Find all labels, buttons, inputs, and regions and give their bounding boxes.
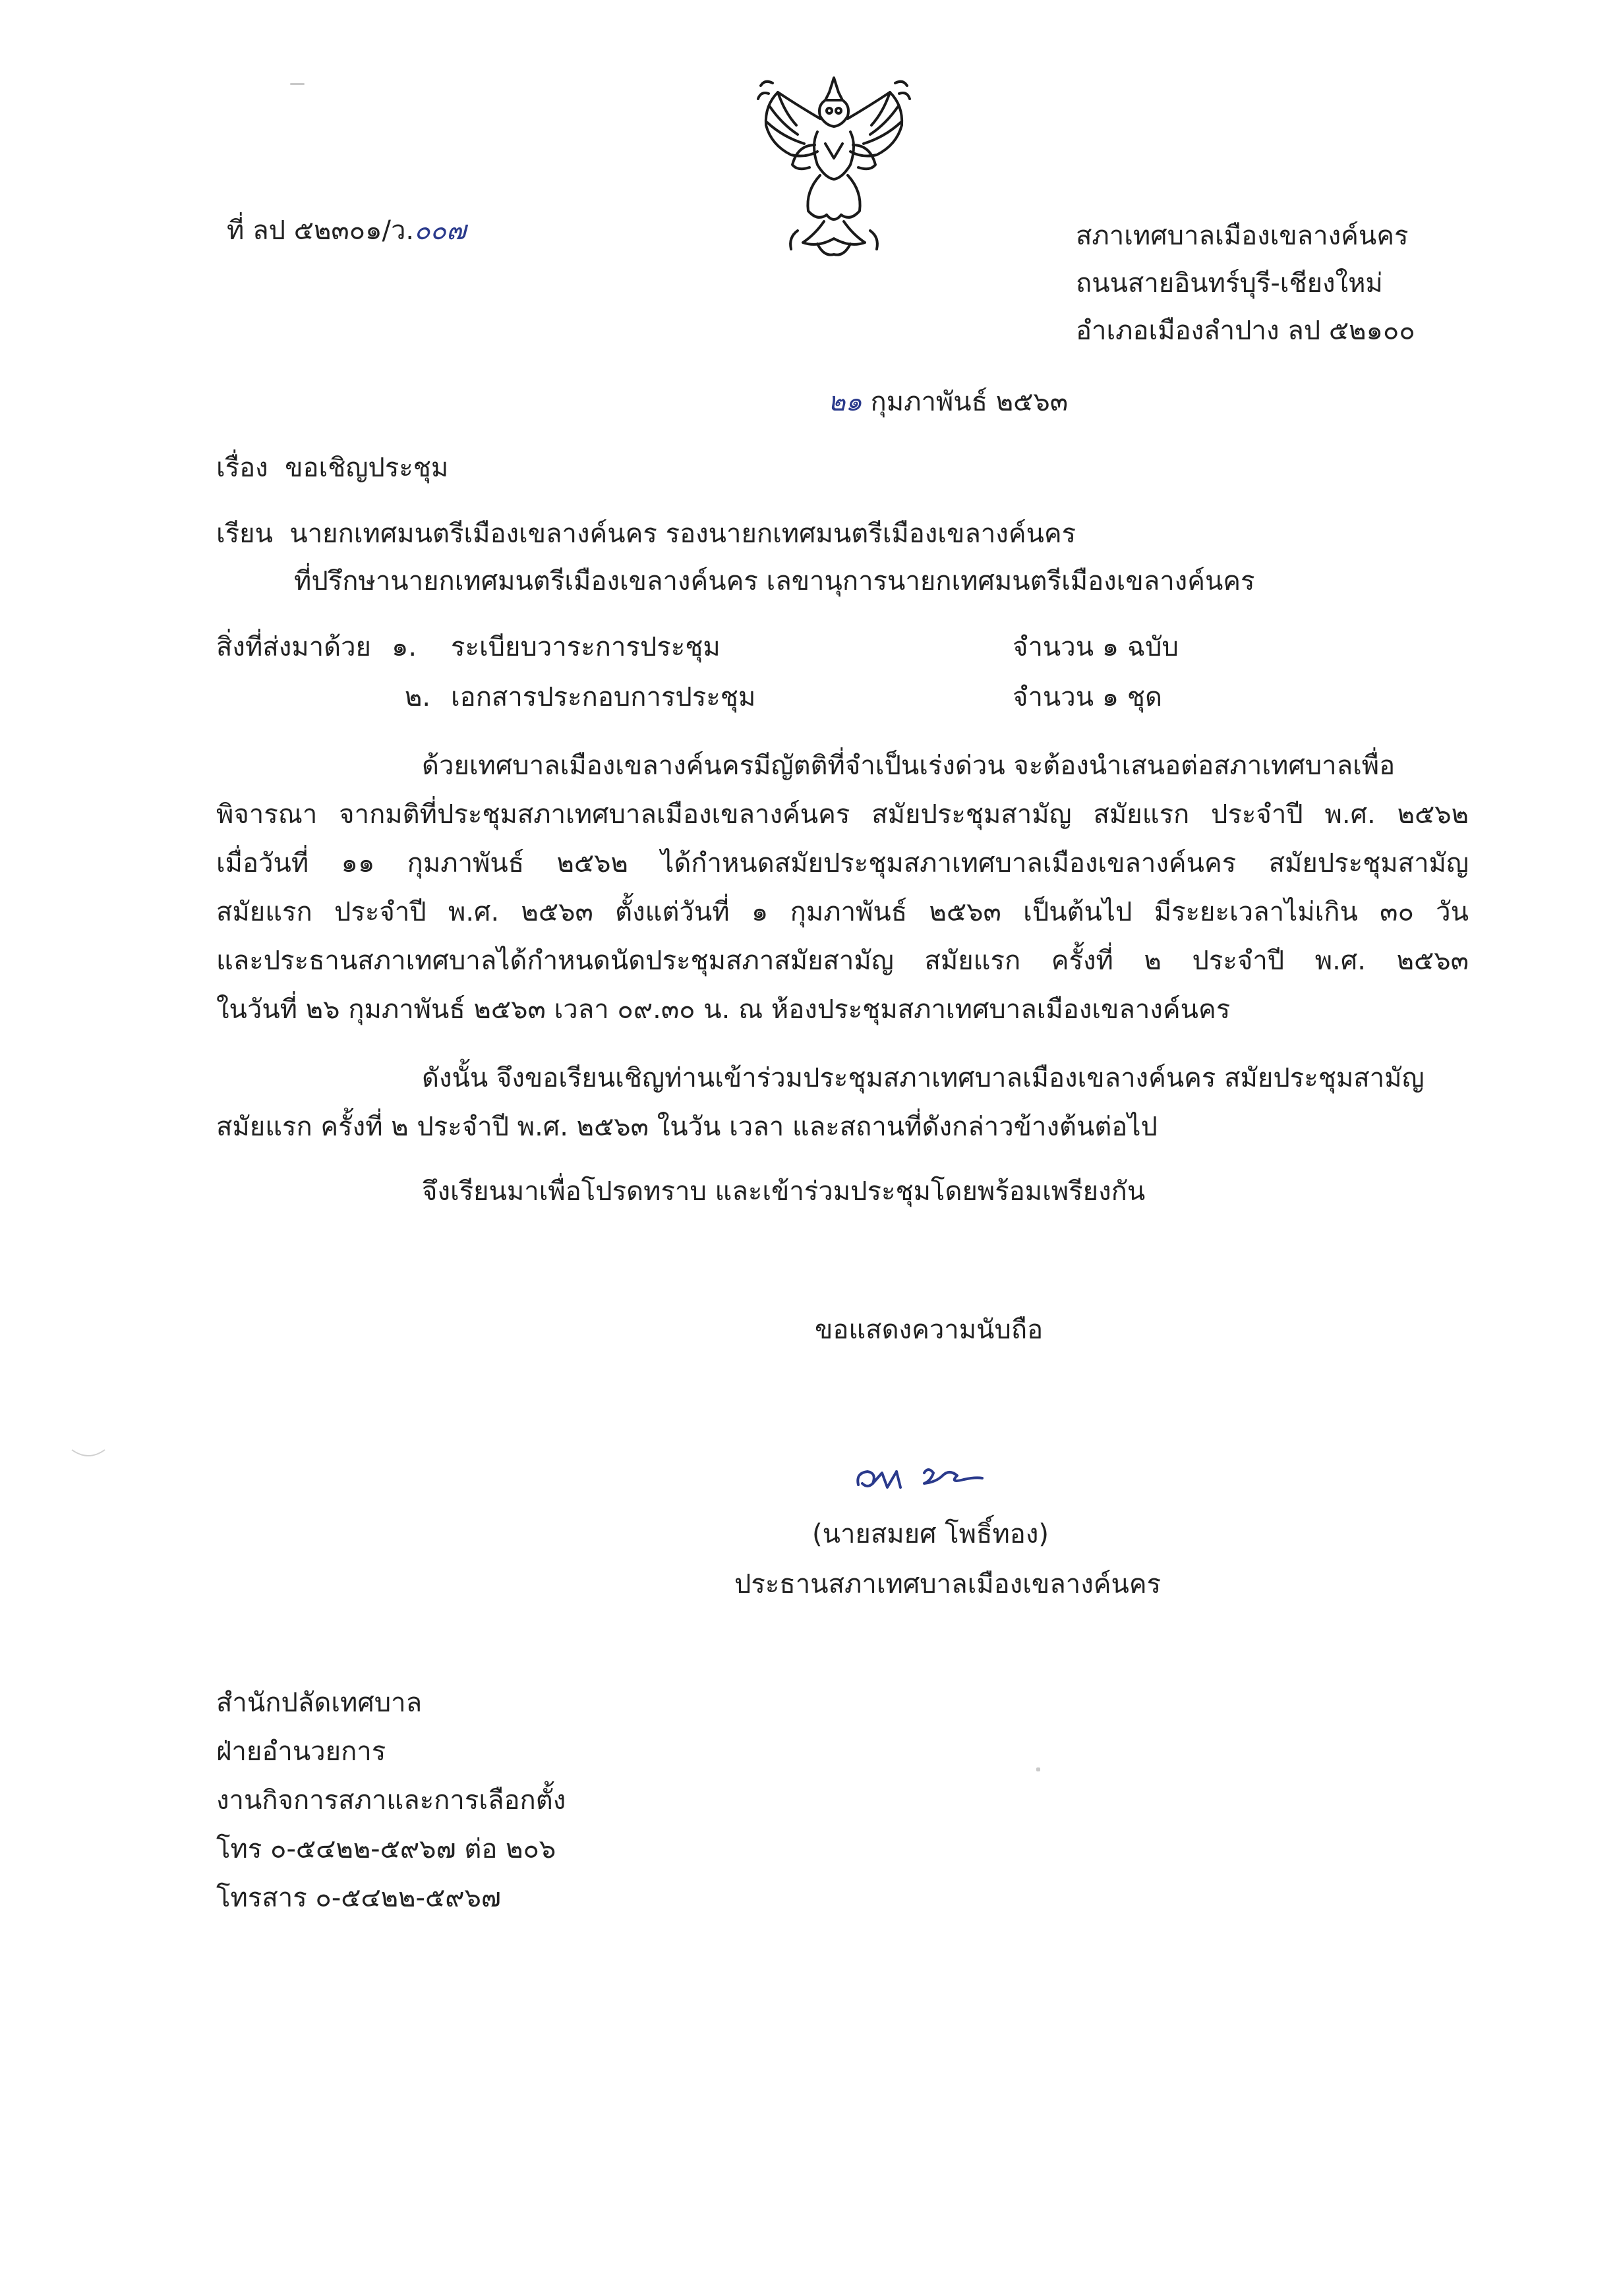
subject-line (216, 452, 448, 484)
enclosure-item-number: ๑. (392, 632, 417, 662)
body-paragraph-1-line: และประธานสภาเทศบาลได้กำหนดนัดประชุมสภาสมัยสามัญ สมัยแรก ครั้งที่ ๒ ประจำปี พ.ศ. ๒๕๖๓ (216, 946, 1469, 976)
salutation-recipients-1: นายกเทศมนตรีเมืองเขลางค์นคร รองนายกเทศมนตรีเมืองเขลางค์นคร (289, 519, 1076, 549)
enclosure-item-quantity: จำนวน ๑ ฉบับ (1013, 632, 1179, 662)
reference-handwritten: ๐๐๗ (414, 215, 467, 246)
sender-organization: สภาเทศบาลเมืองเขลางค์นคร (1076, 221, 1409, 251)
enclosure-item-name: เอกสารประกอบการประชุม (451, 682, 756, 712)
scan-mark (290, 83, 305, 85)
body-paragraph-1-line: เมื่อวันที่ ๑๑ กุมภาพันธ์ ๒๕๖๒ ได้กำหนดสมัยประชุมสภาเทศบาลเมืองเขลางค์นคร สมัยประชุมสามัญ (216, 848, 1469, 878)
reference-number (227, 215, 466, 246)
body-paragraph-1-line: สมัยแรก ประจำปี พ.ศ. ๒๕๖๓ ตั้งแต่วันที่ ๑ กุมภาพันธ์ ๒๕๖๓ เป็นต้นไป มีระยะเวลาไม่เกิน ๓๐ วัน (216, 897, 1469, 927)
signature (850, 1453, 1015, 1503)
reference-prefix: ที่ ลป ๕๒๓๐๑/ว. (227, 215, 415, 246)
footer-fax: โทรสาร ๐-๕๔๒๒-๕๙๖๗ (216, 1883, 502, 1913)
body-paragraph-2-line: สมัยแรก ครั้งที่ ๒ ประจำปี พ.ศ. ๒๕๖๓ ในวัน เวลา และสถานที่ดังกล่าวข้างต้นต่อไป (216, 1112, 1158, 1142)
closing-request: จึงเรียนมาเพื่อโปรดทราบ และเข้าร่วมประชุมโดยพร้อมเพรียงกัน (422, 1176, 1146, 1207)
footer-office: สำนักปลัดเทศบาล (216, 1688, 423, 1718)
body-paragraph-1-line: พิจารณา จากมติที่ประชุมสภาเทศบาลเมืองเขลางค์นคร สมัยประชุมสามัญ สมัยแรก ประจำปี พ.ศ. ๒๕๖๒ (216, 799, 1469, 830)
salutation-recipients-2: ที่ปรึกษานายกเทศมนตรีเมืองเขลางค์นคร เลขานุการนายกเทศมนตรีเมืองเขลางค์นคร (294, 566, 1255, 596)
enclosure-item-number: ๒. (405, 682, 431, 712)
body-paragraph-1-line: ในวันที่ ๒๖ กุมภาพันธ์ ๒๕๖๓ เวลา ๐๙.๓๐ น. ณ ห้องประชุมสภาเทศบาลเมืองเขลางค์นคร (216, 994, 1231, 1025)
date-month-year: กุมภาพันธ์ ๒๕๖๓ (870, 387, 1069, 417)
signatory-name: (นายสมยศ โพธิ์ทอง) (812, 1519, 1049, 1549)
scan-mark (1036, 1767, 1040, 1771)
date-handwritten: ๒๑ (828, 387, 862, 417)
sender-road: ถนนสายอินทร์บุรี-เชียงใหม่ (1076, 268, 1383, 299)
body-paragraph-2-line: ดังนั้น จึงขอเรียนเชิญท่านเข้าร่วมประชุมสภาเทศบาลเมืองเขลางค์นคร สมัยประชุมสามัญ (422, 1063, 1425, 1093)
signatory-position: ประธานสภาเทศบาลเมืองเขลางค์นคร (734, 1569, 1162, 1599)
footer-phone: โทร ๐-๕๔๒๒-๕๙๖๗ ต่อ ๒๐๖ (216, 1834, 556, 1864)
letter-date (828, 386, 1068, 418)
garuda-emblem-icon (751, 66, 916, 264)
complimentary-close: ขอแสดงความนับถือ (815, 1315, 1044, 1345)
footer-division: ฝ่ายอำนวยการ (216, 1736, 386, 1767)
salutation-line-1 (216, 518, 1076, 550)
footer-section: งานกิจการสภาและการเลือกตั้ง (216, 1785, 566, 1816)
enclosure-item-quantity: จำนวน ๑ ชุด (1013, 682, 1162, 712)
enclosure-item-name: ระเบียบวาระการประชุม (451, 632, 721, 662)
salutation-label: เรียน (216, 519, 273, 549)
subject-text: ขอเชิญประชุม (285, 453, 449, 483)
subject-label: เรื่อง (216, 453, 268, 483)
body-paragraph-1-line: ด้วยเทศบาลเมืองเขลางค์นครมีญัตติที่จำเป็นเร่งด่วน จะต้องนำเสนอต่อสภาเทศบาลเพื่อ (422, 751, 1396, 781)
sender-district: อำเภอเมืองลำปาง ลป ๕๒๑๐๐ (1076, 316, 1415, 346)
scan-mark (69, 1445, 108, 1464)
enclosures-label: สิ่งที่ส่งมาด้วย (216, 632, 371, 662)
